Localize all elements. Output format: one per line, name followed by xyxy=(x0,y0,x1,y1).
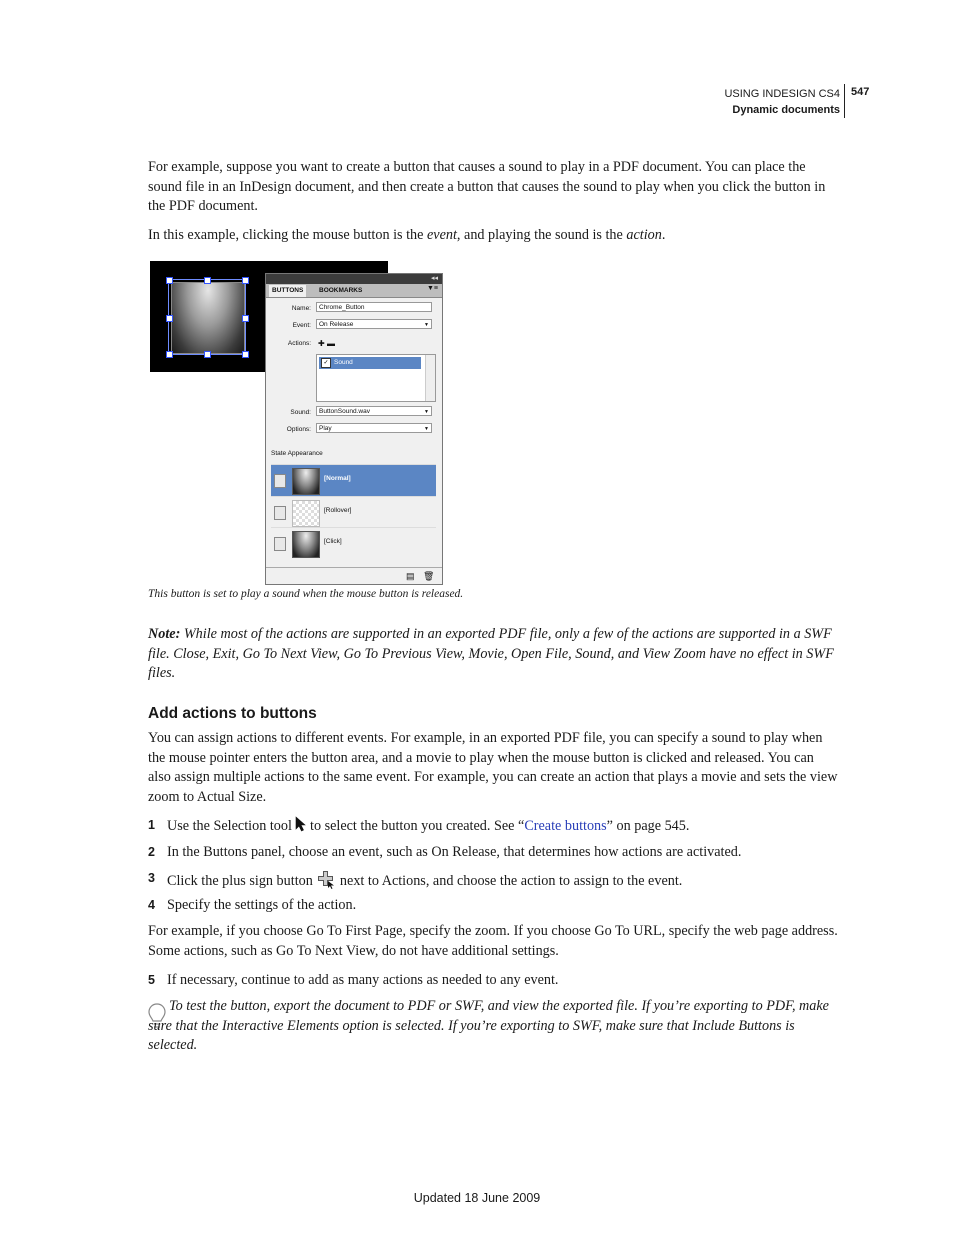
text: Click the plus sign button xyxy=(167,873,317,889)
step-number: 3 xyxy=(148,871,155,885)
step-number: 1 xyxy=(148,818,155,832)
step-text: If necessary, continue to add as many actions as needed to any event. xyxy=(167,972,559,988)
text: to select the button you created. See “ xyxy=(306,818,525,834)
state-row-normal xyxy=(271,464,436,496)
state-name: [Rollover] xyxy=(324,507,352,514)
running-header xyxy=(724,86,840,118)
step-text xyxy=(167,869,839,892)
doc-title: USING INDESIGN CS4 xyxy=(724,88,840,100)
term-event: event xyxy=(426,227,457,243)
tip-paragraph: To test the button, export the document to PDF or SWF, and view the exported file. If you’re exporting to PDF, make sure that the Interactive Elements option is selected. If you’re exporting to SWF, make sure that Include Buttons is selected. xyxy=(148,998,829,1054)
plus-icon: ✚ xyxy=(318,339,325,348)
intro-paragraph-1: For example, suppose you want to create a button that causes a sound to play in a PDF document. You can place the sound file in an InDesign document, and then create a button that causes the sound to play when you click the button in the PDF document. xyxy=(148,159,826,215)
sound-label: Sound: xyxy=(290,409,311,416)
actions-toolbar xyxy=(318,339,335,348)
event-label: Event: xyxy=(292,322,311,329)
checkbox-icon: ✓ xyxy=(321,358,331,368)
note-text: While most of the actions are supported in an exported PDF file, only a few of the actions are supported in a SWF file. Close, Exit, Go To Next View, Go To Previous View, Movie, Open File, Sound, and View Zoom have no effect in SWF files. xyxy=(148,626,834,682)
page-footer: Updated 18 June 2009 xyxy=(413,1191,541,1205)
action-item-sound xyxy=(319,357,421,369)
state-thumbnail xyxy=(292,500,320,527)
selection-handle xyxy=(242,315,249,322)
plus-sign-button-icon xyxy=(316,869,336,889)
options-label: Options: xyxy=(286,426,311,433)
state-thumbnail xyxy=(292,531,320,558)
state-row-rollover xyxy=(271,496,436,528)
term-action: action xyxy=(626,227,662,243)
selection-handle xyxy=(166,277,173,284)
collapse-icon: ◂◂ xyxy=(430,275,438,282)
selection-handle xyxy=(242,277,249,284)
selection-frame xyxy=(168,279,246,355)
trash-icon: 🗑 xyxy=(423,571,435,581)
tab-buttons: BUTTONS xyxy=(269,285,306,297)
step-number: 5 xyxy=(148,973,155,987)
section-intro: You can assign actions to different events. For example, in an exported PDF file, you can specify a sound to play when the mouse pointer enters the button area, and a movie to play when the mouse button is clicked and released. You can also assign multiple actions to the same event. For example, you can create an action that plays a movie and sets the view zoom to Actual Size. xyxy=(148,730,838,805)
text: next to Actions, and choose the action to assign to the event. xyxy=(336,873,683,889)
selection-tool-icon xyxy=(295,816,306,832)
step-text xyxy=(167,816,839,837)
state-row-click xyxy=(271,527,436,559)
minus-icon: ▬ xyxy=(326,339,335,348)
list-scrollbar xyxy=(425,355,435,401)
state-thumbnail xyxy=(292,468,320,495)
create-buttons-link[interactable]: Create buttons xyxy=(524,818,607,834)
step-text: Specify the settings of the action. xyxy=(167,897,357,913)
page-number: 547 xyxy=(851,86,870,98)
actions-label: Actions: xyxy=(287,340,311,347)
selection-handle xyxy=(242,351,249,358)
options-dropdown: Play ▼ xyxy=(316,423,432,433)
sound-dropdown: ButtonSound.wav ▼ xyxy=(316,406,432,416)
state-name: [Normal] xyxy=(324,475,351,482)
visibility-box-icon xyxy=(274,506,286,520)
selection-handle xyxy=(166,315,173,322)
eye-icon xyxy=(274,474,286,488)
figure-caption: This button is set to play a sound when the mouse button is released. xyxy=(148,588,464,600)
text: Use the Selection tool xyxy=(167,818,296,834)
selection-handle xyxy=(204,277,211,284)
panel-title-bar xyxy=(266,274,442,284)
step-number: 4 xyxy=(148,898,155,912)
step-number: 2 xyxy=(148,845,155,859)
text: , and playing the sound is the xyxy=(456,227,627,243)
state-name: [Click] xyxy=(324,538,342,545)
state-appearance-heading: State Appearance xyxy=(271,450,323,457)
section-heading: Add actions to buttons xyxy=(148,705,317,722)
step-4-detail: For example, if you choose Go To First Page, specify the zoom. If you choose Go To URL, specify the web page address. Some actions, such as Go To Next View, do not have additional settings. xyxy=(148,923,838,959)
text: In this example, clicking the mouse button is the xyxy=(148,227,427,243)
selection-handle xyxy=(204,351,211,358)
tab-bookmarks: BOOKMARKS xyxy=(319,287,363,294)
section-title: Dynamic documents xyxy=(732,104,840,116)
event-dropdown: On Release ▼ xyxy=(316,319,432,329)
note-label: Note: xyxy=(148,626,181,642)
buttons-panel xyxy=(265,273,443,585)
text: . xyxy=(661,227,666,243)
panel-tabs xyxy=(266,284,442,298)
visibility-box-icon xyxy=(274,537,286,551)
new-button-icon: ▤ xyxy=(406,571,415,581)
selection-handle xyxy=(166,351,173,358)
name-label: Name: xyxy=(291,305,311,312)
action-item-label: Sound xyxy=(334,359,353,366)
panel-menu-icon: ▼≡ xyxy=(426,285,438,292)
panel-footer xyxy=(266,567,442,584)
name-field: Chrome_Button xyxy=(316,302,432,312)
header-divider xyxy=(844,84,845,118)
intro-paragraph-2 xyxy=(148,226,840,246)
note-paragraph xyxy=(148,625,840,684)
step-text: In the Buttons panel, choose an event, such as On Release, that determines how actions are activated. xyxy=(167,844,742,860)
actions-list xyxy=(316,354,436,402)
text: ” on page 545. xyxy=(606,818,690,834)
